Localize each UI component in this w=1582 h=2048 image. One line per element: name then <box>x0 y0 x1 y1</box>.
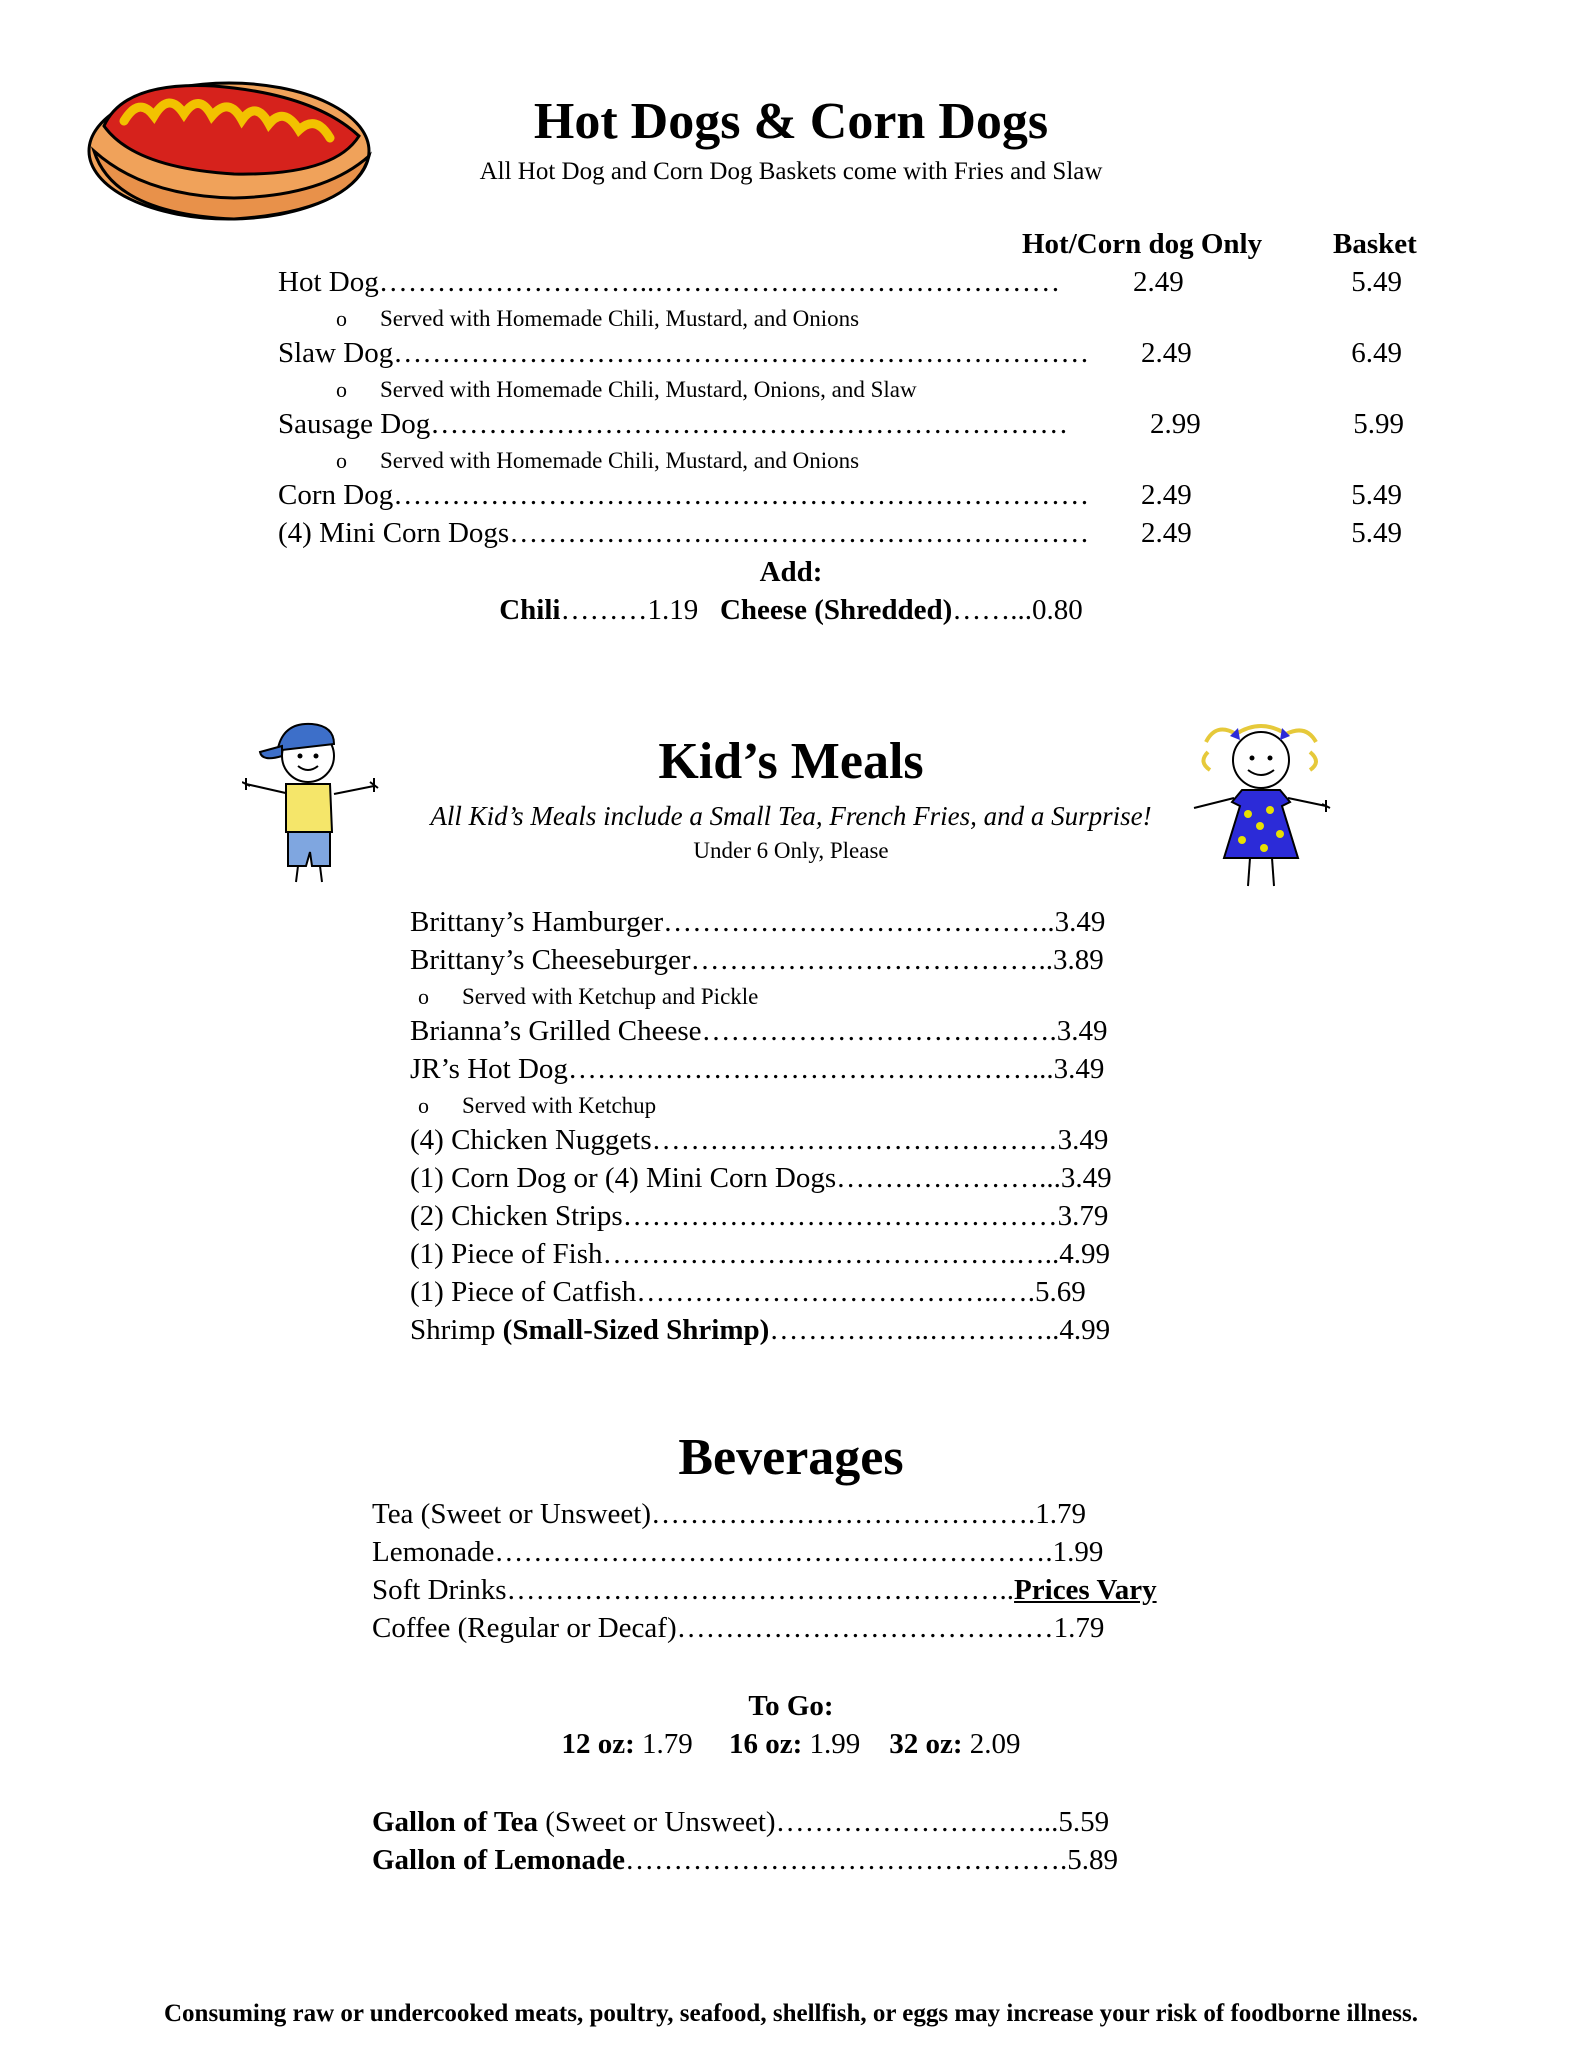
item-price: 2.49 <box>1141 517 1192 549</box>
menu-item: (1) Piece of Fish…………………………………….…..4.99 <box>410 1238 1110 1270</box>
item-description: o Served with Homemade Chili, Mustard, and Onions <box>336 306 860 331</box>
basket-price: 5.49 <box>1351 479 1402 511</box>
column-header-only: Hot/Corn dog Only <box>1022 228 1263 260</box>
menu-item: JR’s Hot Dog…………………………………………...3.49 <box>410 1053 1105 1085</box>
to-go-sizes: 12 oz: 1.79 16 oz: 1.99 32 oz: 2.09 <box>561 1728 1021 1760</box>
menu-item: Shrimp (Small-Sized Shrimp)……………..…………..4.99 <box>410 1314 1111 1346</box>
menu-item: Brittany’s Cheeseburger………………………………..3.89 <box>410 944 1104 976</box>
menu-item: Tea (Sweet or Unsweet)………………………………….1.79 <box>372 1498 1086 1530</box>
item-description: o Served with Homemade Chili, Mustard, Onions, and Slaw <box>336 377 917 402</box>
food-safety-warning: Consuming raw or undercooked meats, poultry, seafood, shellfish, or eggs may increase your risk of foodborne illness. <box>164 2000 1418 2027</box>
basket-price: 5.99 <box>1353 408 1404 440</box>
item-price: 2.49 <box>1141 337 1192 369</box>
menu-item: (1) Piece of Catfish………………………………..….5.69 <box>410 1276 1086 1308</box>
menu-item: Gallon of Tea (Sweet or Unsweet)………………………...5.59 <box>372 1806 1110 1838</box>
item-price: 2.49 <box>1141 479 1192 511</box>
menu-item: Lemonade………………………………………………….1.99 <box>372 1536 1104 1568</box>
hotdogs-subtitle: All Hot Dog and Corn Dog Baskets come with Fries and Slaw <box>479 158 1103 185</box>
menu-item: Soft Drinks……………………………………………..Prices Vary <box>372 1574 1157 1606</box>
menu-item: Gallon of Lemonade……………………………………….5.89 <box>372 1844 1118 1876</box>
menu-item: (4) Mini Corn Dogs…………………………………………………… <box>278 517 1090 549</box>
menu-item: (2) Chicken Strips………………………………………3.79 <box>410 1200 1109 1232</box>
item-description: o Served with Ketchup and Pickle <box>418 984 759 1009</box>
add-ons-heading: Add: <box>759 556 823 588</box>
item-description: o Served with Ketchup <box>418 1093 657 1118</box>
kids-subtitle: All Kid’s Meals include a Small Tea, French Fries, and a Surprise! <box>430 801 1152 831</box>
menu-item: Slaw Dog……………………………………………………………… <box>278 337 1090 369</box>
kids-note: Under 6 Only, Please <box>693 838 889 863</box>
item-description: o Served with Homemade Chili, Mustard, and Onions <box>336 448 860 473</box>
menu-item: Brianna’s Grilled Cheese……………………………….3.49 <box>410 1015 1108 1047</box>
item-price: 2.99 <box>1150 408 1201 440</box>
menu-item: Sausage Dog………………………………………………………… <box>278 408 1069 440</box>
menu-item: Brittany’s Hamburger…………………………………..3.49 <box>410 906 1106 938</box>
to-go-heading: To Go: <box>748 1690 834 1722</box>
menu-item: (4) Chicken Nuggets……………………………………3.49 <box>410 1124 1109 1156</box>
basket-price: 5.49 <box>1351 517 1402 549</box>
menu-item: Hot Dog………………………..…………………………………… <box>278 266 1061 298</box>
item-price: 2.49 <box>1133 266 1184 298</box>
beverages-title: Beverages <box>678 1429 904 1486</box>
menu-item: Corn Dog……………………………………………………………… <box>278 479 1090 511</box>
basket-price: 6.49 <box>1351 337 1402 369</box>
column-header-basket: Basket <box>1333 228 1417 260</box>
kids-title: Kid’s Meals <box>658 733 924 790</box>
hotdogs-title: Hot Dogs & Corn Dogs <box>533 93 1049 150</box>
basket-price: 5.49 <box>1351 266 1402 298</box>
menu-item: Coffee (Regular or Decaf)…………………………………1.79 <box>372 1612 1105 1644</box>
menu-item: (1) Corn Dog or (4) Mini Corn Dogs…………………...3.49 <box>410 1162 1112 1194</box>
add-ons-line: Chili………1.19 Cheese (Shredded)……...0.80 <box>499 594 1083 626</box>
